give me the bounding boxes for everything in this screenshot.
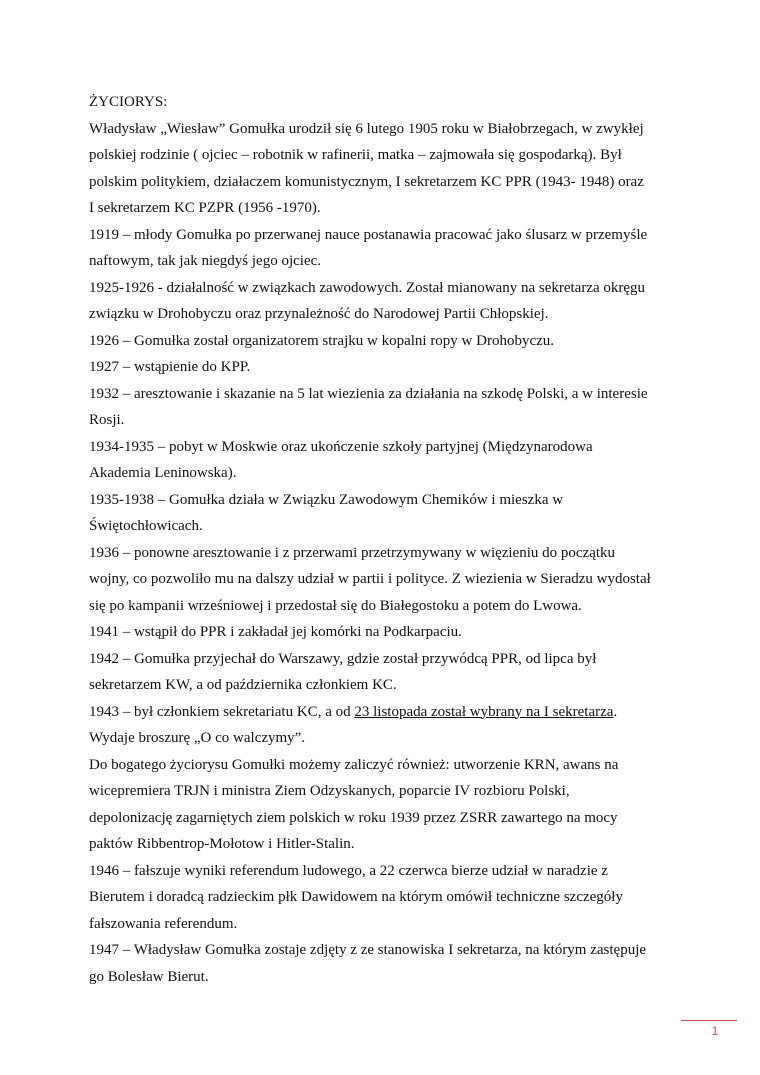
text-line: 1947 – Władysław Gomułka zostaje zdjęty z ze stanowiska I sekretarza, na którym zastępuje: [89, 942, 647, 958]
text-line: Do bogatego życiorysu Gomułki możemy zaliczyć również: utworzenie KRN, awans na: [89, 756, 619, 773]
text-line: Władysław „Wiesław” Gomułka urodził się 6 lutego 1905 roku w Białobrzegach, w zwykłej: [89, 120, 644, 137]
text-line: 1946 – fałszuje wyniki referendum ludowego, a 22 czerwca bierze udział w naradzie z: [89, 862, 608, 879]
page-number: 1: [711, 1024, 719, 1038]
text-line: związku w Drohobyczu oraz przynależność do Narodowej Partii Chłopskiej.: [89, 306, 549, 322]
document-heading: ŻYCIORYS:: [89, 94, 168, 110]
text-line: 1932 – aresztowanie i skazanie na 5 lat wiezienia za działania na szkodę Polski, a w interesie: [89, 385, 648, 402]
text-segment: 1943 – był członkiem sekretariatu KC, a od: [89, 703, 355, 720]
text-line: się po kampanii wrześniowej i przedostał się do Białegostoku a potem do Lwowa.: [89, 597, 582, 614]
text-line: 1936 – ponowne aresztowanie i z przerwami przetrzymywany w więzieniu do początku: [89, 544, 616, 561]
text-line: 1927 – wstąpienie do KPP.: [89, 359, 251, 375]
text-line: Świętochłowicach.: [89, 518, 203, 534]
text-line: Bierutem i doradcą radzieckim płk Dawidowem na którym omówił techniczne szczegóły: [89, 889, 623, 905]
text-line: sekretarzem KW, a od października członkiem KC.: [89, 677, 397, 693]
text-line: 1935-1938 – Gomułka działa w Związku Zawodowym Chemików i mieszka w: [89, 491, 564, 508]
text-line: 1926 – Gomułka został organizatorem strajku w kopalni ropy w Drohobyczu.: [89, 332, 555, 349]
text-line: I sekretarzem KC PZPR (1956 -1970).: [89, 200, 321, 216]
text-line: depolonizację zagarniętych ziem polskich w roku 1939 przez ZSRR zawartego na mocy: [89, 809, 618, 826]
text-line: Akademia Leninowska).: [89, 465, 237, 481]
text-line: Rosji.: [89, 412, 125, 428]
text-line: wicepremiera TRJN i ministra Ziem Odzyskanych, poparcie IV rozbioru Polski,: [89, 783, 570, 799]
document-body: [89, 89, 689, 990]
text-line: go Bolesław Bierut.: [89, 968, 209, 985]
text-line: 1919 – młody Gomułka po przerwanej nauce postanawia pracować jako ślusarz w przemyśle: [89, 226, 648, 243]
text-line: wojny, co pozwoliło mu na dalszy udział w partii i polityce. Z wiezienia w Sieradzu wydostał: [89, 571, 651, 587]
text-line: 1934-1935 – pobyt w Moskwie oraz ukończenie szkoły partyjnej (Międzynarodowa: [89, 438, 593, 455]
text-line: 1925-1926 - działalność w związkach zawodowych. Został mianowany na sekretarza okręgu: [89, 279, 646, 296]
text-segment: .: [613, 703, 618, 720]
underlined-text: 23 listopada został wybrany na I sekretarza: [354, 703, 614, 720]
text-line: 1941 – wstąpił do PPR i zakładał jej komórki na Podkarpaciu.: [89, 624, 462, 640]
footer-divider: [681, 1020, 737, 1021]
text-line: polskiej rodzinie ( ojciec – robotnik w rafinerii, matka – zajmowała się gospodarką). Był: [89, 147, 622, 163]
text-line: polskim politykiem, działaczem komunistycznym, I sekretarzem KC PPR (1943- 1948) oraz: [89, 173, 644, 190]
text-line: fałszowania referendum.: [89, 915, 238, 932]
text-line: 1942 – Gomułka przyjechał do Warszawy, gdzie został przywódcą PPR, od lipca był: [89, 650, 597, 667]
text-line: paktów Ribbentrop-Mołotow i Hitler-Stalin.: [89, 836, 355, 852]
text-line: Wydaje broszurę „O co walczymy”.: [89, 730, 306, 746]
text-line: naftowym, tak jak niegdyś jego ojciec.: [89, 253, 322, 269]
text-line-1943: [89, 699, 689, 726]
